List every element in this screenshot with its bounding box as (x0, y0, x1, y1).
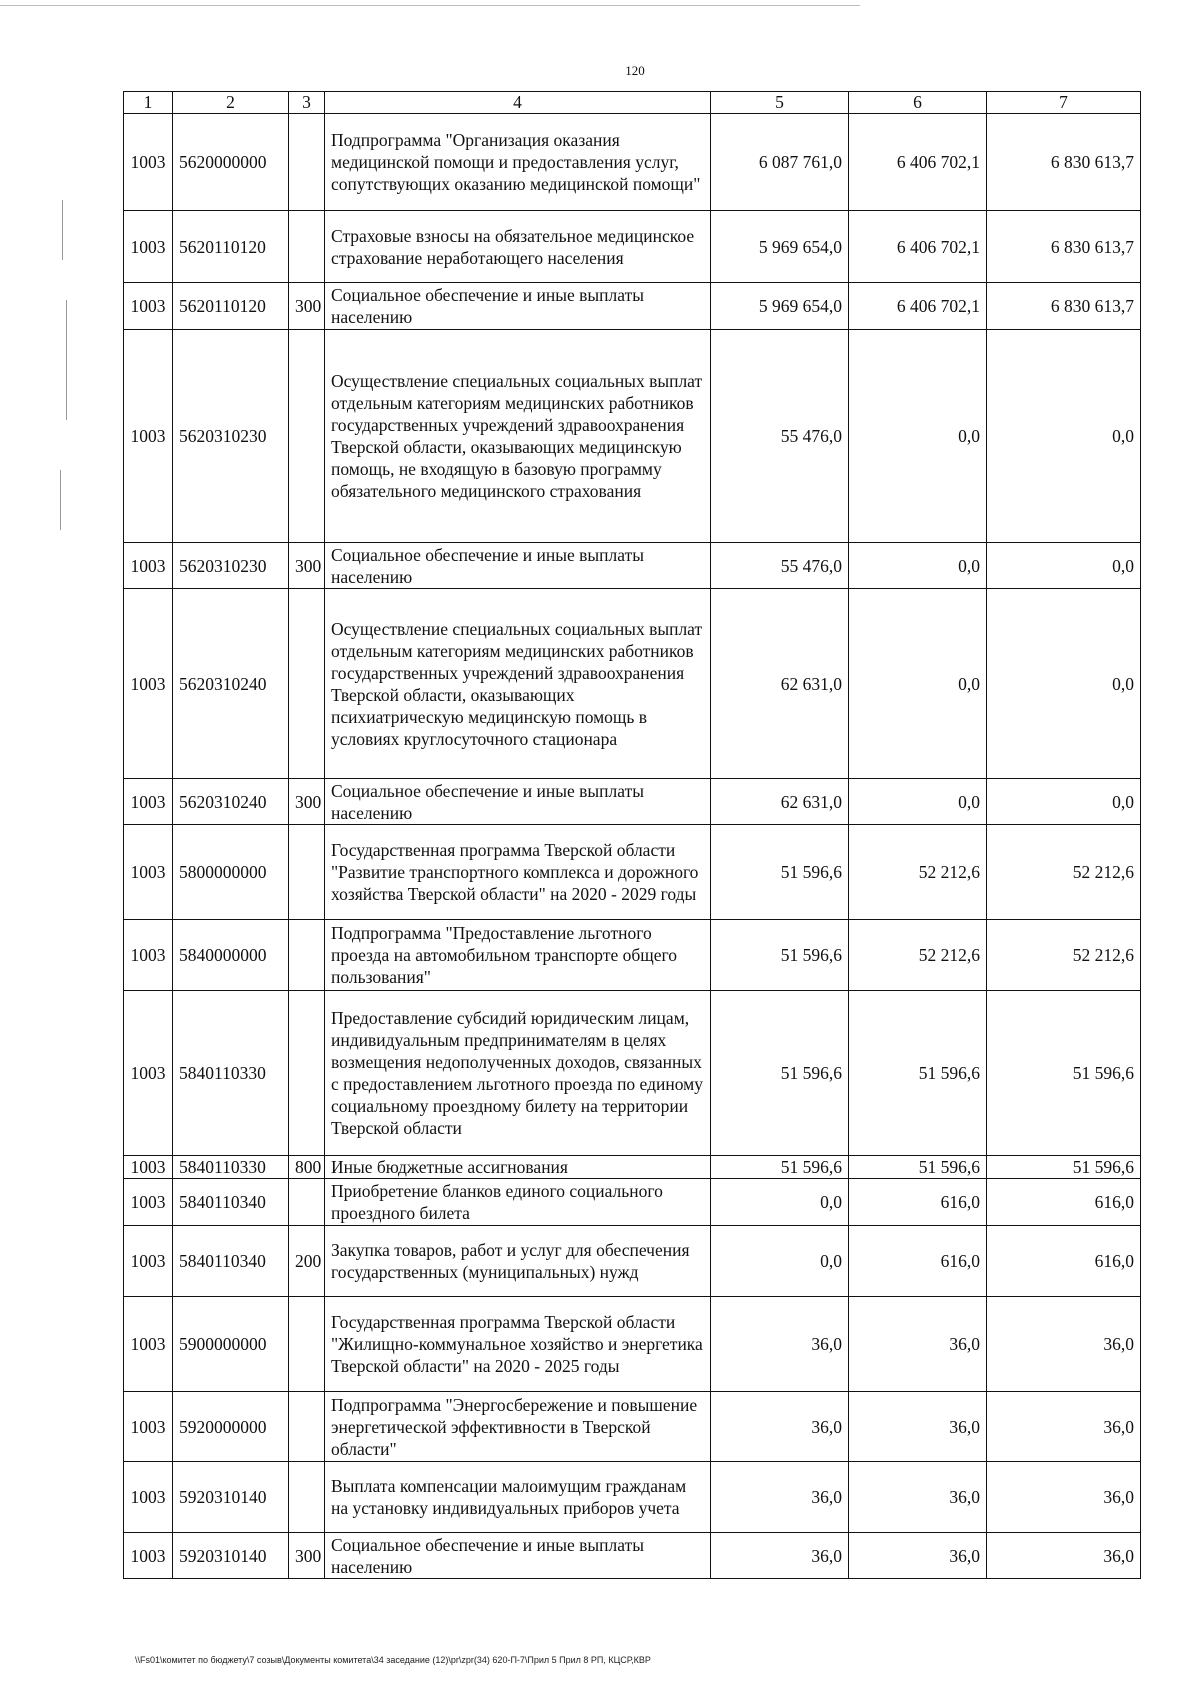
amount-col-6: 51 596,6 (849, 991, 987, 1156)
scan-margin-marks (60, 470, 61, 530)
item-description: Подпрограмма "Энергосбережение и повышение энергетической эффективности в Тверской области" (325, 1392, 711, 1462)
amount-col-5: 51 596,6 (711, 1156, 849, 1179)
section-code: 1003 (124, 283, 173, 330)
table-row (124, 543, 1141, 589)
section-code: 1003 (124, 543, 173, 589)
target-code: 5920000000 (173, 1392, 289, 1462)
table-row (124, 1297, 1141, 1392)
amount-col-5: 5 969 654,0 (711, 283, 849, 330)
expense-type-code: 800 (289, 1156, 325, 1179)
scan-margin-marks (66, 300, 67, 420)
amount-col-6: 6 406 702,1 (849, 283, 987, 330)
amount-col-5: 36,0 (711, 1533, 849, 1579)
column-header: 7 (987, 92, 1141, 114)
column-number-header-row (124, 92, 1141, 114)
amount-col-6: 52 212,6 (849, 825, 987, 920)
amount-col-6: 36,0 (849, 1297, 987, 1392)
expense-type-code: 300 (289, 1533, 325, 1579)
amount-col-6: 0,0 (849, 589, 987, 779)
target-code: 5840110330 (173, 1156, 289, 1179)
table-row (124, 1179, 1141, 1226)
amount-col-6: 36,0 (849, 1462, 987, 1533)
table-row (124, 283, 1141, 330)
amount-col-6: 616,0 (849, 1179, 987, 1226)
expense-type-code (289, 1179, 325, 1226)
column-header: 6 (849, 92, 987, 114)
target-code: 5840110330 (173, 991, 289, 1156)
expense-type-code (289, 1392, 325, 1462)
item-description: Подпрограмма "Предоставление льготного проезда на автомобильном транспорте общего пользования" (325, 920, 711, 991)
target-code: 5620000000 (173, 114, 289, 211)
amount-col-6: 51 596,6 (849, 1156, 987, 1179)
target-code: 5620110120 (173, 283, 289, 330)
target-code: 5800000000 (173, 825, 289, 920)
section-code: 1003 (124, 1392, 173, 1462)
amount-col-5: 6 087 761,0 (711, 114, 849, 211)
section-code: 1003 (124, 1533, 173, 1579)
amount-col-5: 0,0 (711, 1226, 849, 1297)
table-row (124, 1226, 1141, 1297)
budget-table (123, 91, 1141, 1579)
item-description: Выплата компенсации малоимущим гражданам на установку индивидуальных приборов учета (325, 1462, 711, 1533)
column-header: 4 (325, 92, 711, 114)
item-description: Приобретение бланков единого социального проездного билета (325, 1179, 711, 1226)
amount-col-7: 616,0 (987, 1179, 1141, 1226)
item-description: Подпрограмма "Организация оказания медицинской помощи и предоставления услуг, сопутствующих оказанию медицинской помощи" (325, 114, 711, 211)
amount-col-6: 36,0 (849, 1392, 987, 1462)
amount-col-5: 36,0 (711, 1392, 849, 1462)
amount-col-7: 0,0 (987, 779, 1141, 825)
amount-col-7: 6 830 613,7 (987, 283, 1141, 330)
target-code: 5840110340 (173, 1179, 289, 1226)
expense-type-code: 300 (289, 543, 325, 589)
amount-col-7: 0,0 (987, 330, 1141, 543)
item-description: Социальное обеспечение и иные выплаты населению (325, 283, 711, 330)
amount-col-5: 36,0 (711, 1462, 849, 1533)
scan-top-line (0, 5, 860, 6)
item-description: Социальное обеспечение и иные выплаты населению (325, 543, 711, 589)
amount-col-7: 52 212,6 (987, 920, 1141, 991)
target-code: 5620110120 (173, 211, 289, 283)
amount-col-6: 6 406 702,1 (849, 114, 987, 211)
target-code: 5920310140 (173, 1462, 289, 1533)
amount-col-6: 36,0 (849, 1533, 987, 1579)
table-row (124, 1462, 1141, 1533)
section-code: 1003 (124, 779, 173, 825)
item-description: Страховые взносы на обязательное медицинское страхование неработающего населения (325, 211, 711, 283)
table-row (124, 825, 1141, 920)
amount-col-5: 5 969 654,0 (711, 211, 849, 283)
amount-col-6: 0,0 (849, 779, 987, 825)
table-row (124, 1156, 1141, 1179)
target-code: 5620310230 (173, 543, 289, 589)
amount-col-6: 0,0 (849, 330, 987, 543)
amount-col-7: 52 212,6 (987, 825, 1141, 920)
item-description: Социальное обеспечение и иные выплаты населению (325, 1533, 711, 1579)
target-code: 5620310240 (173, 779, 289, 825)
amount-col-5: 62 631,0 (711, 779, 849, 825)
item-description: Закупка товаров, работ и услуг для обеспечения государственных (муниципальных) нужд (325, 1226, 711, 1297)
table-row (124, 589, 1141, 779)
amount-col-5: 51 596,6 (711, 920, 849, 991)
table-row (124, 920, 1141, 991)
item-description: Предоставление субсидий юридическим лицам, индивидуальным предпринимателям в целях возмещения недополученных доходов, связанных с предоставлением льготного проезда по единому социальному проездному билету на территории Тверской области (325, 991, 711, 1156)
amount-col-7: 51 596,6 (987, 1156, 1141, 1179)
amount-col-5: 62 631,0 (711, 589, 849, 779)
section-code: 1003 (124, 1226, 173, 1297)
column-header: 5 (711, 92, 849, 114)
section-code: 1003 (124, 1179, 173, 1226)
amount-col-7: 51 596,6 (987, 991, 1141, 1156)
expense-type-code (289, 1297, 325, 1392)
expense-type-code (289, 920, 325, 991)
column-header: 1 (124, 92, 173, 114)
section-code: 1003 (124, 211, 173, 283)
expense-type-code (289, 114, 325, 211)
amount-col-7: 6 830 613,7 (987, 114, 1141, 211)
item-description: Государственная программа Тверской области "Развитие транспортного комплекса и дорожного хозяйства Тверской области" на 2020 - 2029 годы (325, 825, 711, 920)
table-row (124, 330, 1141, 543)
section-code: 1003 (124, 589, 173, 779)
table-row (124, 779, 1141, 825)
expense-type-code (289, 589, 325, 779)
amount-col-5: 0,0 (711, 1179, 849, 1226)
amount-col-7: 0,0 (987, 543, 1141, 589)
item-description: Государственная программа Тверской области "Жилищно-коммунальное хозяйство и энергетика Тверской области" на 2020 - 2025 годы (325, 1297, 711, 1392)
target-code: 5840110340 (173, 1226, 289, 1297)
amount-col-7: 616,0 (987, 1226, 1141, 1297)
expense-type-code (289, 825, 325, 920)
section-code: 1003 (124, 1462, 173, 1533)
section-code: 1003 (124, 825, 173, 920)
amount-col-7: 0,0 (987, 589, 1141, 779)
target-code: 5900000000 (173, 1297, 289, 1392)
amount-col-5: 55 476,0 (711, 330, 849, 543)
section-code: 1003 (124, 991, 173, 1156)
table-row (124, 991, 1141, 1156)
amount-col-5: 55 476,0 (711, 543, 849, 589)
amount-col-6: 616,0 (849, 1226, 987, 1297)
target-code: 5620310230 (173, 330, 289, 543)
scan-margin-marks (62, 200, 63, 260)
expense-type-code (289, 330, 325, 543)
expense-type-code: 300 (289, 283, 325, 330)
table-row (124, 1533, 1141, 1579)
column-header: 2 (173, 92, 289, 114)
amount-col-6: 52 212,6 (849, 920, 987, 991)
item-description: Осуществление специальных социальных выплат отдельным категориям медицинских работников государственных учреждений здравоохранения Тверской области, оказывающих психиатрическую медицинскую помощь в условиях круглосуточного стационара (325, 589, 711, 779)
table-row (124, 114, 1141, 211)
item-description: Осуществление специальных социальных выплат отдельным категориям медицинских работников государственных учреждений здравоохранения Тверской области, оказывающих медицинскую помощь, не входящую в базовую программу обязательного медицинского страхования (325, 330, 711, 543)
expense-type-code (289, 991, 325, 1156)
amount-col-5: 51 596,6 (711, 991, 849, 1156)
target-code: 5920310140 (173, 1533, 289, 1579)
expense-type-code (289, 1462, 325, 1533)
page-number: 120 (625, 63, 645, 78)
item-description: Иные бюджетные ассигнования (325, 1156, 711, 1179)
section-code: 1003 (124, 114, 173, 211)
item-description: Социальное обеспечение и иные выплаты населению (325, 779, 711, 825)
table-row (124, 211, 1141, 283)
amount-col-5: 36,0 (711, 1297, 849, 1392)
file-path-footer: \\Fs01\комитет по бюджету\7 созыв\Документы комитета\34 заседание (12)\pr\zpr(34) 620-П-7\Прил 5 Прил 8 РП, КЦСР,КВР (135, 1655, 651, 1665)
section-code: 1003 (124, 1297, 173, 1392)
amount-col-5: 51 596,6 (711, 825, 849, 920)
expense-type-code: 200 (289, 1226, 325, 1297)
section-code: 1003 (124, 330, 173, 543)
target-code: 5840000000 (173, 920, 289, 991)
amount-col-7: 36,0 (987, 1297, 1141, 1392)
amount-col-7: 36,0 (987, 1392, 1141, 1462)
amount-col-7: 6 830 613,7 (987, 211, 1141, 283)
section-code: 1003 (124, 920, 173, 991)
table-row (124, 1392, 1141, 1462)
target-code: 5620310240 (173, 589, 289, 779)
amount-col-6: 6 406 702,1 (849, 211, 987, 283)
expense-type-code (289, 211, 325, 283)
amount-col-7: 36,0 (987, 1533, 1141, 1579)
amount-col-6: 0,0 (849, 543, 987, 589)
column-header: 3 (289, 92, 325, 114)
amount-col-7: 36,0 (987, 1462, 1141, 1533)
section-code: 1003 (124, 1156, 173, 1179)
expense-type-code: 300 (289, 779, 325, 825)
